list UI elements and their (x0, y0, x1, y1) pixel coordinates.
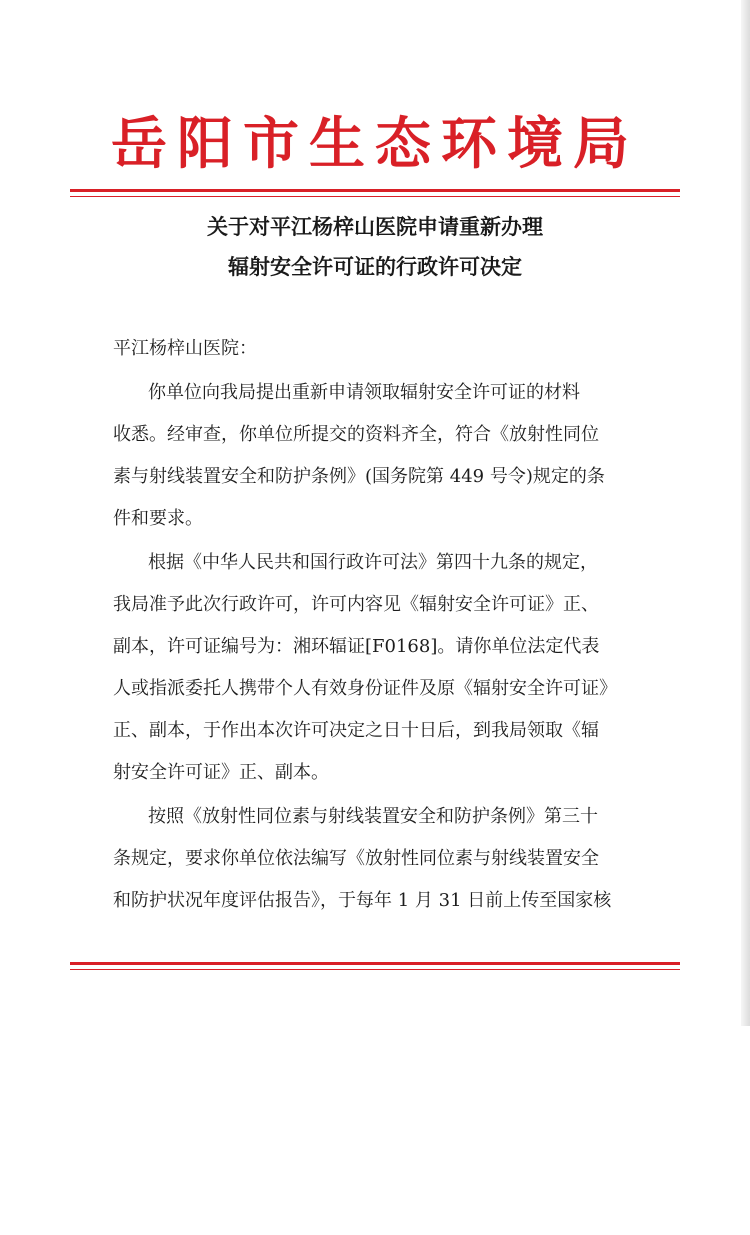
salutation: 平江杨梓山医院： (113, 338, 257, 359)
footer-rule-thick (70, 962, 680, 965)
document-title-line-2: 辐射安全许可证的行政许可决定 (228, 254, 522, 279)
paragraph-2-line: 正、副本，于作出本次许可决定之日十日后，到我局领取《辐 (113, 720, 599, 741)
paragraph-3-line: 和防护状况年度评估报告》，于每年 1 月 31 日前上传至国家核 (113, 890, 612, 911)
letterhead-rule-thick (70, 189, 680, 192)
paragraph-2-line: 根据《中华人民共和国行政许可法》第四十九条的规定， (148, 552, 598, 573)
paragraph-2-line: 副本，许可证编号为：湘环辐证[F0168]。请你单位法定代表 (113, 636, 600, 657)
scan-page-edge (741, 0, 750, 1026)
paragraph-3-line: 条规定，要求你单位依法编写《放射性同位素与射线装置安全 (113, 848, 599, 869)
paragraph-1-line: 你单位向我局提出重新申请领取辐射安全许可证的材料 (148, 382, 580, 403)
paragraph-1-line: 素与射线装置安全和防护条例》(国务院第 449 号令)规定的条 (113, 466, 605, 487)
document-title-line-1: 关于对平江杨梓山医院申请重新办理 (207, 214, 543, 239)
paragraph-1-line: 收悉。经审查，你单位所提交的资料齐全，符合《放射性同位 (113, 424, 599, 445)
paragraph-3-line: 按照《放射性同位素与射线装置安全和防护条例》第三十 (148, 806, 598, 827)
letterhead-rule-thin (70, 196, 680, 197)
footer-rule-thin (70, 969, 680, 970)
paragraph-1-line: 件和要求。 (113, 508, 203, 529)
paragraph-2-line: 人或指派委托人携带个人有效身份证件及原《辐射安全许可证》 (113, 678, 617, 699)
paragraph-2-line: 射安全许可证》正、副本。 (113, 762, 329, 783)
paragraph-2-line: 我局准予此次行政许可，许可内容见《辐射安全许可证》正、 (113, 594, 599, 615)
letterhead-agency-name: 岳阳市生态环境局 (111, 111, 639, 177)
